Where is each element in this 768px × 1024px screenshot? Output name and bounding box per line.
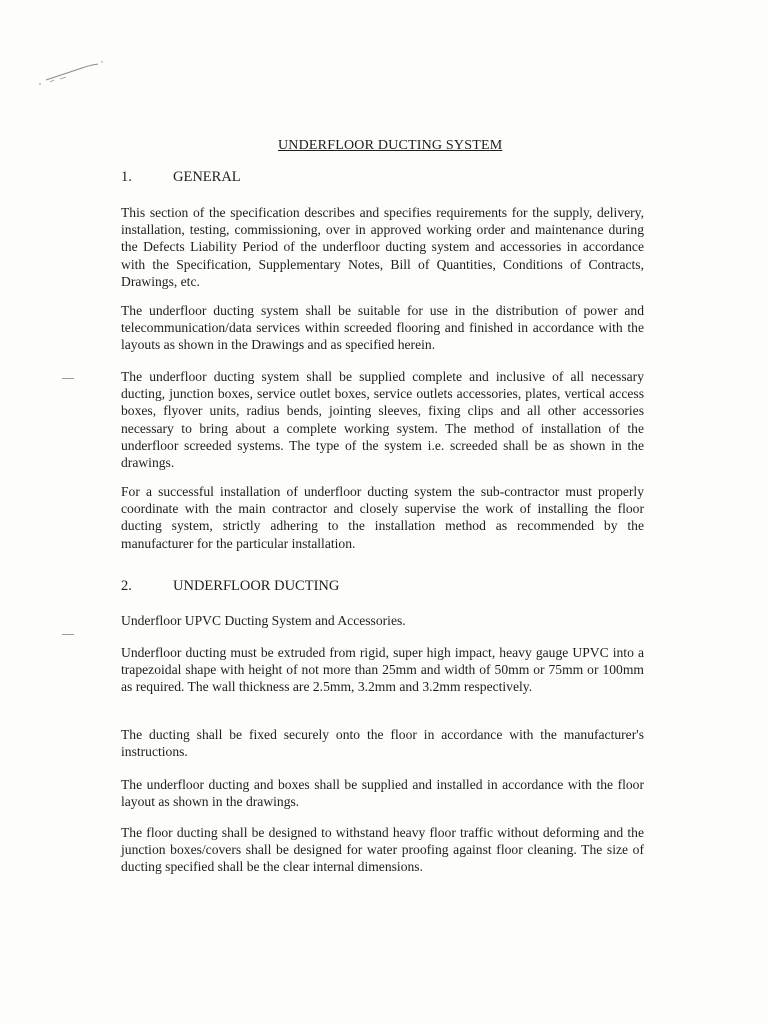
section-heading-underfloor-ducting bbox=[121, 578, 339, 595]
paragraph: Underfloor ducting must be extruded from rigid, super high impact, heavy gauge UPVC into a trapezoidal shape with height of not more than 25mm and width of 50mm or 75mm or 100mm as required. The wall thickness are 2.5mm, 3.2mm and 3.2mm respectively. bbox=[121, 645, 644, 695]
section-heading-general bbox=[121, 169, 241, 186]
section-title: GENERAL bbox=[173, 169, 241, 185]
paragraph: The underfloor ducting and boxes shall be supplied and installed in accordance with the floor layout as shown in the drawings. bbox=[121, 777, 644, 810]
section-number: 2. bbox=[121, 578, 132, 594]
paragraph: The underfloor ducting system shall be suitable for use in the distribution of power and telecommunication/data services within screeded flooring and finished in accordance with the layouts as shown in the Drawings and as specified herein. bbox=[121, 303, 644, 353]
section-number: 1. bbox=[121, 169, 132, 185]
paragraph: For a successful installation of underfloor ducting system the sub-contractor must properly coordinate with the main contractor and closely supervise the work of installing the floor ducting system, strictly adhering to the installation method as recommended by the manufacturer for the particular installation. bbox=[121, 484, 644, 551]
paragraph: The ducting shall be fixed securely onto the floor in accordance with the manufacturer's instructions. bbox=[121, 727, 644, 760]
margin-mark bbox=[62, 378, 74, 379]
document-title: UNDERFLOOR DUCTING SYSTEM bbox=[278, 138, 503, 153]
paragraph: The floor ducting shall be designed to withstand heavy floor traffic without deforming and the junction boxes/covers shall be designed for water proofing against floor cleaning. The size of ducting specified shall be the clear internal dimensions. bbox=[121, 825, 644, 875]
section-title: UNDERFLOOR DUCTING bbox=[173, 578, 340, 594]
paragraph: The underfloor ducting system shall be supplied complete and inclusive of all necessary ducting, junction boxes, service outlet boxes, service outlets accessories, plates, vertical access boxes, flyover units, radius bends, jointing sleeves, fixing clips and all other accessories necessary to bring about a complete working system. The method of installation of the underfloor screeded systems. The type of the system i.e. screeded shall be as shown in the drawings. bbox=[121, 369, 644, 471]
scan-artifact-mark bbox=[36, 58, 108, 88]
paragraph: This section of the specification describes and specifies requirements for the supply, delivery, installation, testing, commissioning, over in approved working order and maintenance during the Defects Liability Period of the underfloor ducting system and accessories in accordance with the Specification, Supplementary Notes, Bill of Quantities, Conditions of Contracts, Drawings, etc. bbox=[121, 205, 644, 289]
margin-mark bbox=[62, 634, 74, 635]
paragraph: Underfloor UPVC Ducting System and Accessories. bbox=[121, 613, 406, 628]
